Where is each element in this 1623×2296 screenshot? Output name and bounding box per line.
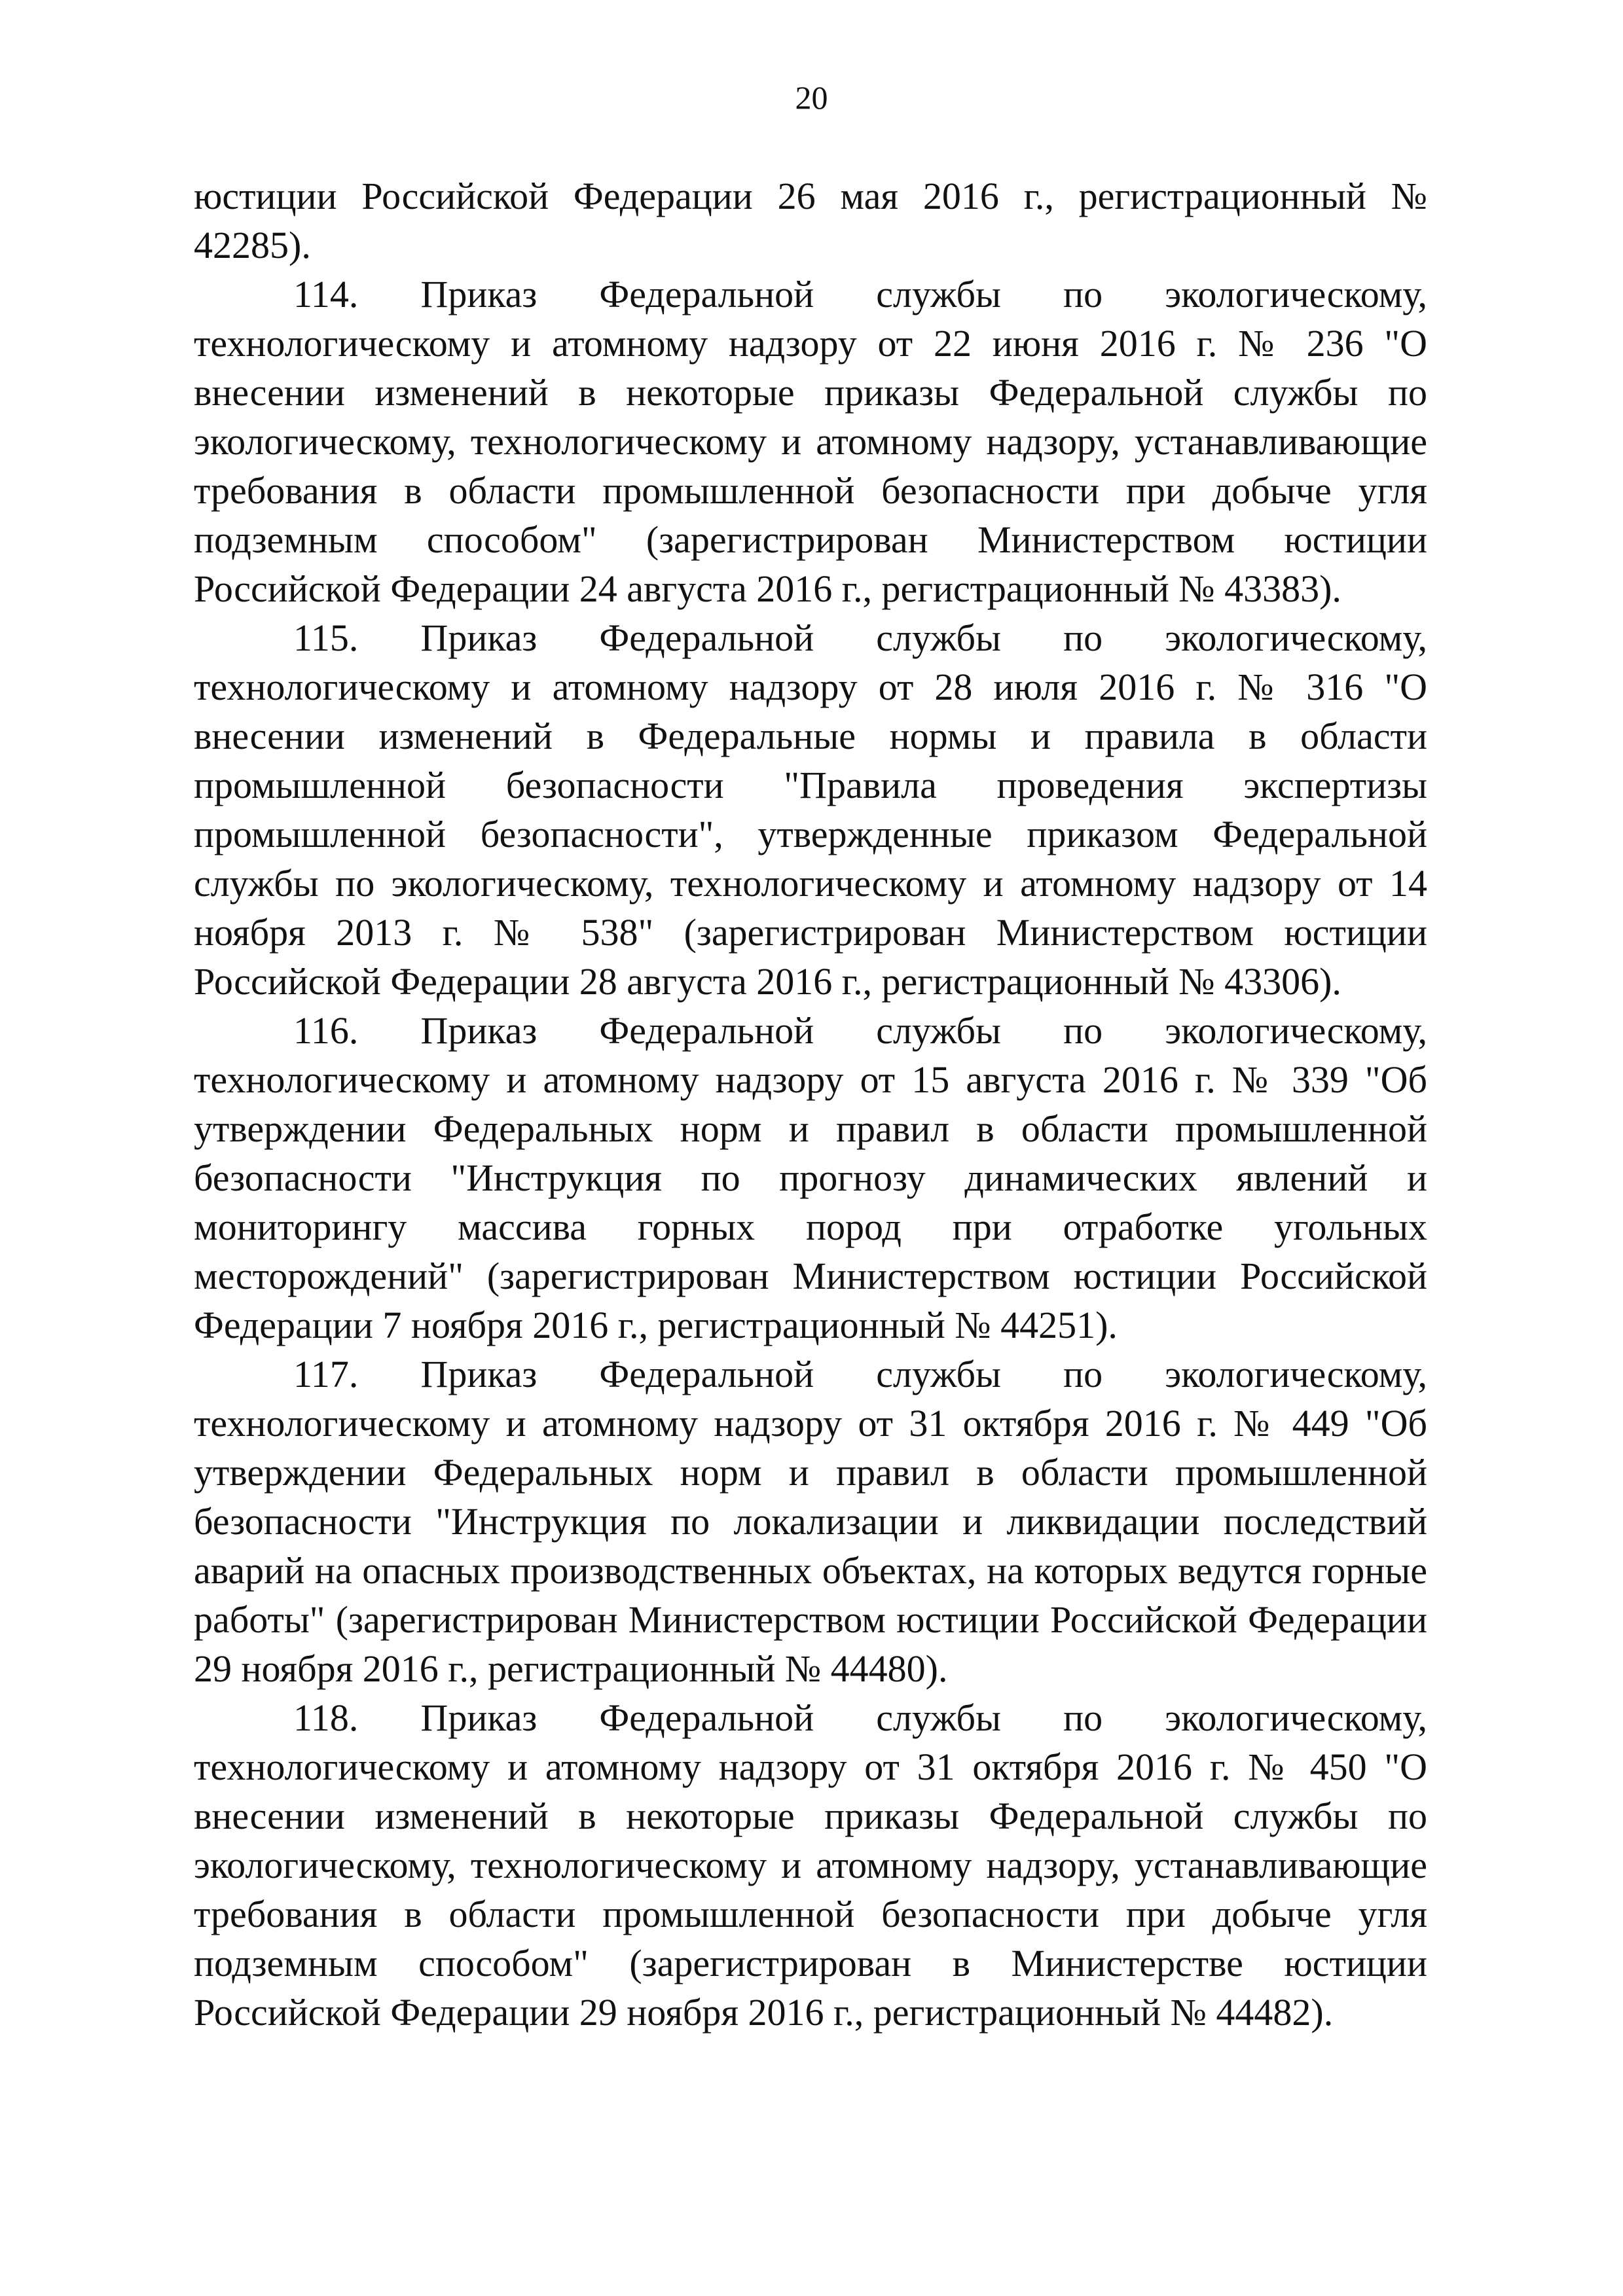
list-item-114: 114. Приказ Федеральной службы по экологическому, технологическому и атомному надзору от 22 июня 2016 г. № 236 "О внесении изменений в некоторые приказы Федеральной службы по экологическому, технологическому и атомному надзору, устанавливающие требования в области промышленной безопасности при добыче угля подземным способом" (зарегистрирован Министерством юстиции Российской Федерации 24 августа 2016 г., регистрационный № 43383). xyxy=(194,273,1427,610)
list-item-118: 118. Приказ Федеральной службы по экологическому, технологическому и атомному надзору от 31 октября 2016 г. № 450 "О внесении изменений в некоторые приказы Федеральной службы по экологическому, технологическому и атомному надзору, устанавливающие требования в области промышленной безопасности при добыче угля подземным способом" (зарегистрирован в Министерстве юстиции Российской Федерации 29 ноября 2016 г., регистрационный № 44482). xyxy=(194,1696,1427,2034)
list-item-117: 117. Приказ Федеральной службы по экологическому, технологическому и атомному надзору от 31 октября 2016 г. № 449 "Об утверждении Федеральных норм и правил в области промышленной безопасности "Инструкция по локализации и ликвидации последствий аварий на опасных производственных объектах, на которых ведутся горные работы" (зарегистрирован Министерством юстиции Российской Федерации 29 ноября 2016 г., регистрационный № 44480). xyxy=(194,1353,1427,1690)
list-item-116: 116. Приказ Федеральной службы по экологическому, технологическому и атомному надзору от 15 августа 2016 г. № 339 "Об утверждении Федеральных норм и правил в области промышленной безопасности "Инструкция по прогнозу динамических явлений и мониторингу массива горных пород при отработке угольных месторождений" (зарегистрирован Министерством юстиции Российской Федерации 7 ноября 2016 г., регистрационный № 44251). xyxy=(194,1009,1427,1346)
list-item-115: 115. Приказ Федеральной службы по экологическому, технологическому и атомному надзору от 28 июля 2016 г. № 316 "О внесении изменений в Федеральные нормы и правила в области промышленной безопасности "Правила проведения экспертизы промышленной безопасности", утвержденные приказом Федеральной службы по экологическому, технологическому и атомному надзору от 14 ноября 2013 г. № 538" (зарегистрирован Министерством юстиции Российской Федерации 28 августа 2016 г., регистрационный № 43306). xyxy=(194,617,1427,1003)
paragraph-continuation: юстиции Российской Федерации 26 мая 2016 г., регистрационный № 42285). xyxy=(194,175,1427,266)
document-body xyxy=(194,171,1427,2037)
page-number: 20 xyxy=(795,79,828,116)
